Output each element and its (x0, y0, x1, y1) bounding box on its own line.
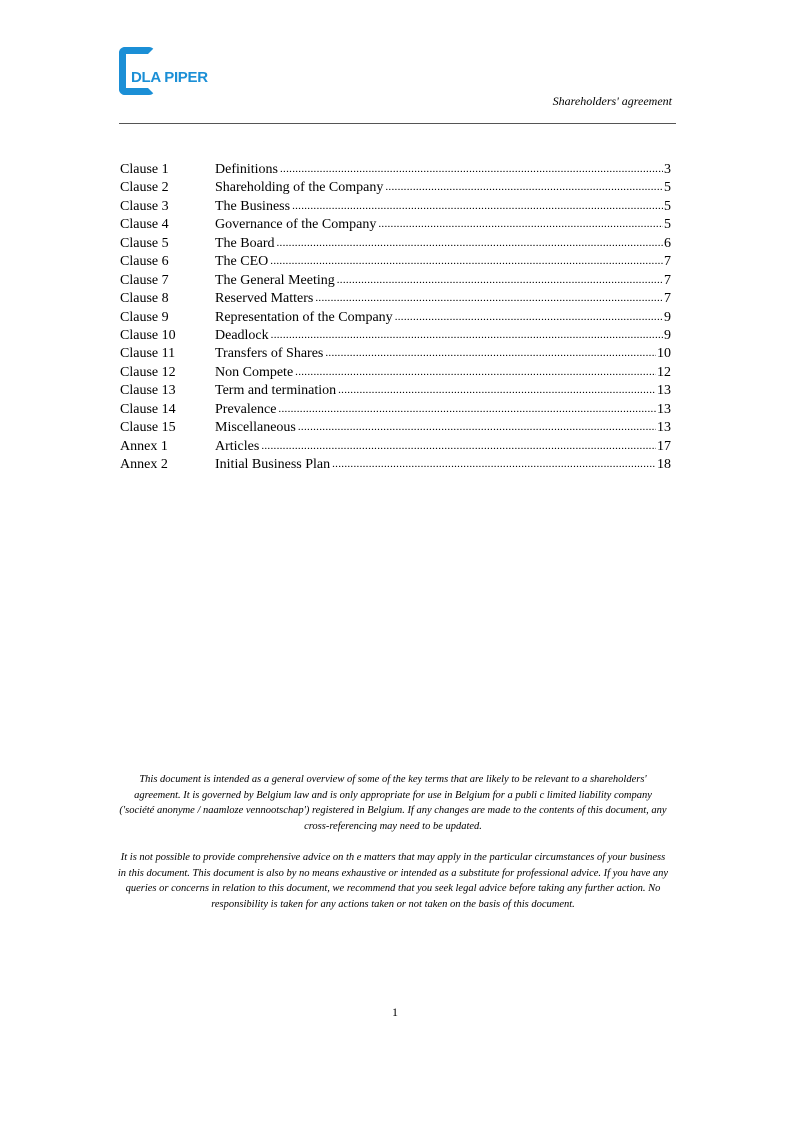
toc-dot-leader (292, 197, 663, 215)
toc-entry-title: Articles (215, 438, 260, 454)
toc-entry-page: 17 (657, 438, 671, 454)
toc-entry[interactable] (120, 364, 671, 382)
toc-entry-page: 7 (664, 272, 671, 288)
toc-entry-title: Prevalence (215, 401, 277, 417)
toc-entry-number: Clause 11 (120, 346, 176, 362)
toc-entry-title: Miscellaneous (215, 420, 296, 436)
toc-entry-title: Definitions (215, 162, 278, 177)
toc-entry[interactable] (120, 401, 671, 419)
toc-dot-leader (378, 215, 663, 233)
toc-dot-leader (337, 271, 663, 289)
toc-entry-page: 3 (664, 162, 671, 177)
toc-entry-number: Clause 12 (120, 364, 176, 380)
toc-entry-title: The Board (215, 235, 275, 251)
toc-entry-page: 5 (664, 198, 671, 214)
toc-entry-number: Clause 6 (120, 254, 169, 270)
toc-entry[interactable] (120, 290, 671, 308)
toc-entry[interactable] (120, 253, 671, 271)
toc-entry-page: 13 (657, 420, 671, 436)
toc-entry[interactable] (120, 419, 671, 437)
disclaimer-paragraph-1: This document is intended as a general overview of some of the key terms that are likely to be relevant to a shareholders' agreement. It is governed by Belgium law and is only appropriate for use in Belgium for a publi c limited liability company ('société anonyme / naamloze vennootschap') registered in Belgium. If any changes are made to the contents of this document, any cross-referencing may need to be updated. (119, 774, 667, 832)
toc-entry-page: 10 (657, 346, 671, 362)
toc-dot-leader (295, 363, 656, 381)
dla-piper-logo (119, 47, 207, 99)
toc-entry-page: 13 (657, 401, 671, 417)
toc-dot-leader (332, 455, 656, 473)
toc-entry-title: Term and termination (215, 383, 337, 399)
toc-entry-number: Clause 10 (120, 327, 176, 343)
toc-entry-page: 7 (664, 291, 671, 307)
toc-entry-number: Clause 5 (120, 235, 169, 251)
page-number: 1 (392, 1005, 398, 1019)
table-of-contents (120, 161, 671, 474)
toc-dot-leader (325, 344, 656, 362)
disclaimer-paragraph-2: It is not possible to provide comprehensive advice on th e matters that may apply in the particular circumstances of your business in this document. This document is also by no means exhaustive or intended as a substitute for professional advice. If you have any queries or concerns in relation to this document, we recommend that you seek legal advice before taking any further action. No responsibility is taken for any actions taken or not taken on the basis of this document. (117, 852, 669, 910)
toc-entry-title: Shareholding of the Company (215, 180, 384, 196)
toc-entry-number: Clause 8 (120, 291, 169, 307)
toc-entry[interactable] (120, 235, 671, 253)
toc-dot-leader (385, 178, 663, 196)
toc-entry-number: Clause 4 (120, 217, 169, 233)
toc-entry-page: 7 (664, 254, 671, 270)
toc-entry-number: Clause 9 (120, 309, 169, 325)
toc-dot-leader (271, 326, 663, 344)
toc-entry[interactable] (120, 198, 671, 216)
toc-entry-title: Non Compete (215, 364, 294, 380)
toc-entry-page: 9 (664, 309, 671, 325)
toc-entry-title: Governance of the Company (215, 217, 377, 233)
toc-entry-number: Clause 1 (120, 162, 169, 177)
toc-entry-number: Annex 2 (120, 457, 168, 472)
logo-text: DLA PIPER (131, 69, 208, 86)
toc-entry-number: Clause 15 (120, 420, 176, 436)
toc-entry[interactable] (120, 179, 671, 197)
toc-entry[interactable] (120, 456, 671, 474)
toc-entry-title: Representation of the Company (215, 309, 393, 325)
toc-entry[interactable] (120, 438, 671, 456)
toc-dot-leader (395, 308, 663, 326)
header-divider (119, 123, 676, 124)
toc-entry-title: The Business (215, 198, 291, 214)
toc-entry[interactable] (120, 309, 671, 327)
toc-entry-title: Reserved Matters (215, 291, 314, 307)
toc-entry[interactable] (120, 272, 671, 290)
toc-entry[interactable] (120, 382, 671, 400)
toc-dot-leader (298, 418, 656, 436)
toc-dot-leader (315, 289, 663, 307)
toc-dot-leader (278, 400, 656, 418)
toc-entry-title: The General Meeting (215, 272, 335, 288)
toc-entry-page: 12 (657, 364, 671, 380)
toc-entry-page: 9 (664, 327, 671, 343)
toc-entry-number: Clause 7 (120, 272, 169, 288)
toc-entry-page: 5 (664, 180, 671, 196)
toc-entry[interactable] (120, 161, 671, 179)
toc-entry-page: 18 (657, 457, 671, 472)
toc-entry-number: Clause 14 (120, 401, 176, 417)
toc-entry-number: Annex 1 (120, 438, 168, 454)
toc-entry-page: 6 (664, 235, 671, 251)
toc-entry-page: 13 (657, 383, 671, 399)
toc-entry-number: Clause 2 (120, 180, 169, 196)
toc-entry[interactable] (120, 216, 671, 234)
toc-dot-leader (280, 160, 663, 178)
toc-entry-number: Clause 13 (120, 383, 176, 399)
toc-entry-title: Deadlock (215, 327, 269, 343)
disclaimer (117, 772, 669, 928)
toc-entry[interactable] (120, 345, 671, 363)
toc-dot-leader (276, 234, 663, 252)
toc-entry-page: 5 (664, 217, 671, 233)
document-title: Shareholders' agreement (552, 94, 672, 108)
toc-entry-title: Initial Business Plan (215, 457, 331, 472)
toc-entry-title: The CEO (215, 254, 269, 270)
toc-dot-leader (338, 381, 656, 399)
toc-dot-leader (270, 252, 663, 270)
toc-entry-number: Clause 3 (120, 198, 169, 214)
toc-entry-title: Transfers of Shares (215, 346, 324, 362)
toc-entry[interactable] (120, 327, 671, 345)
toc-dot-leader (261, 437, 656, 455)
